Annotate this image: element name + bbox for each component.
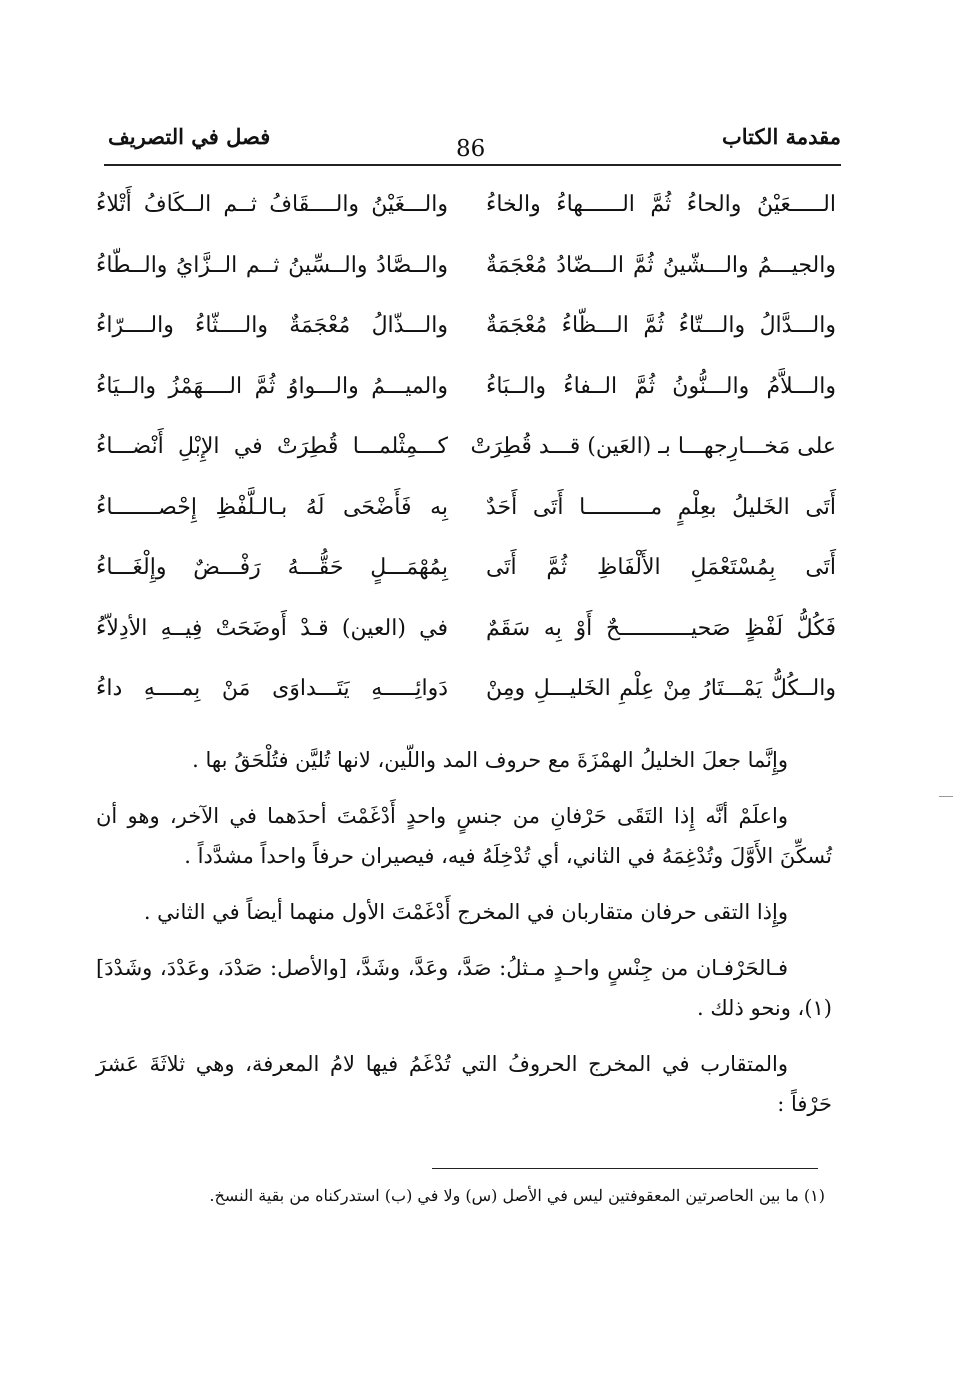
verse-line	[96, 668, 836, 729]
verse-first-hemistich: والجيـــمُ والـــشّينُ ثُمَّ الـــضّادُ مُعْجَمَةٌ	[486, 252, 836, 278]
verse-line	[96, 608, 836, 669]
paragraph	[96, 892, 832, 932]
verse-second-hemistich: بِمُهْمَـــلٍ حَقُّـــهُ رَفْـــضٌ وإِلْغَـــاءُ	[96, 555, 448, 580]
paragraph-text: وإِذا التقى حرفان متقاربان في المخرج أَدْغَمْتَ الأول منهما أيضاً في الثاني .	[143, 900, 788, 924]
running-head-book-title: مقدمة الكتاب	[721, 124, 841, 149]
paragraph-text: فـالحَرْفـان من جِنْسٍ واحـدٍ مـثلُ: صَدَّ، وعَدَّ، وشَدَّ، [والأصل: صَدْدَ، وعَدْدَ، وشَدْدَ](١)، ونحو ذلك .	[96, 956, 832, 1020]
verse-line	[96, 366, 836, 427]
verse-second-hemistich: في (العين) قـدْ أَوضَحَتْ فِيــهِ الأدِلاّءُ	[96, 615, 448, 641]
scan-edge-mark	[939, 796, 953, 797]
paragraph-text: وإِنَّما جعلَ الخليلُ الهمْزَةَ مع حروف المد واللّين، لانها تُليَّن فتُلْحَقُ بها .	[192, 748, 788, 772]
body-text	[96, 740, 832, 1140]
verse-second-hemistich: والـــغَيْنُ والــــقَافُ ثــم الــكَافُ أَتْلاءُ	[96, 192, 448, 217]
page-number: 86	[456, 136, 486, 162]
paragraph-text: والمتقارب في المخرج الحروفُ التي تُدْغَمُ فيها لامُ المعرفة، وهي ثلاثَةَ عَشرَ حَرْفاً :	[96, 1052, 832, 1116]
header-rule	[104, 164, 841, 166]
paragraph-text: واعلَمْ أنَّه إِذا التَقَى حَرْفانِ من جنسٍ واحدٍ أَدْغَمْتَ أحدَهما في الآخر، وهو أن تُسكِّنَ الأَوَّلَ وتُدْغِمَهُ في الثاني، أي تُدْخِلَهُ فيه، فيصيران حرفاً واحداً مشدَّداً .	[96, 804, 832, 868]
footnote-rule	[432, 1168, 818, 1169]
verse-line	[96, 184, 836, 245]
verse-first-hemistich: والــكُلُّ يَمْـــتَارُ مِنْ عِلْمِ الخَليـــلِ ومِنْ	[486, 676, 836, 701]
verse-line	[96, 547, 836, 608]
paragraph	[96, 740, 832, 780]
verse-second-hemistich: والــصَّادُ والــسِّينُ ثــم الــزَّايُ والــطّاءُ	[96, 252, 448, 278]
paragraph	[96, 948, 832, 1028]
verse-second-hemistich: كـــمِثْلمـــا قُطِرَتْ في الإِبْلِ أَنْضـــاءُ	[96, 434, 448, 459]
verse-second-hemistich: والـــذّالُ مُعْجَمَةٌ والــــثّاءُ والــــرّاءُ	[96, 313, 448, 338]
footnote: (١) ما بين الحاصرتين المعقوفتين ليس في الأصل (س) ولا في (ب) استدركناه من بقية النسخ.	[209, 1186, 825, 1205]
verse-first-hemistich: الـــــعَيْنُ والحاءُ ثُمَّ الــــــهاءُ والخاءُ	[486, 192, 836, 217]
running-head-chapter-title: فصل في التصريف	[108, 124, 271, 149]
poem	[96, 184, 836, 729]
verse-first-hemistich: أَتَى الخَليلُ بعِلْمٍ مــــــــــا أَتَى أَحَدٌ	[486, 494, 836, 520]
verse-second-hemistich: والميـــمُ والـــواوُ ثُمَّ الــــهَمْزُ والــيَاءُ	[96, 373, 448, 399]
verse-line	[96, 305, 836, 366]
verse-first-hemistich: على مَخـــارِجهـــا بـ (العَين) قـــد قُطِرَتْ	[470, 434, 836, 459]
verse-first-hemistich: والـــلاَّمُ والـــنُّونُ ثُمَّ الــفاءُ والــبَاءُ	[486, 373, 836, 399]
verse-line	[96, 245, 836, 306]
paragraph	[96, 1044, 832, 1124]
verse-first-hemistich: فَكُلُّ لَفْظٍ صَحيـــــــــــحٌ أَوْ بِه سَقَمٌ	[486, 615, 836, 641]
verse-first-hemistich: والـــدَّالُ والـــتّاءُ ثُمَّ الـــظّاءُ مُعْجَمَةٌ	[486, 313, 836, 338]
verse-second-hemistich: دَوائِـــــهِ يَتَـــداوَى مَنْ بِمــــهِ داءُ	[96, 676, 448, 701]
paragraph	[96, 796, 832, 876]
verse-second-hemistich: بِه فَأَضْحَى لَهُ بـالـلَّفْظِ إِحْصـــــــاءُ	[96, 494, 448, 520]
verse-first-hemistich: أَتَى بِمُسْتَعْمَلِ الأَلْفَاظِ ثُمَّ أَتَى	[486, 555, 836, 580]
verse-line	[96, 487, 836, 548]
verse-line	[96, 426, 836, 487]
